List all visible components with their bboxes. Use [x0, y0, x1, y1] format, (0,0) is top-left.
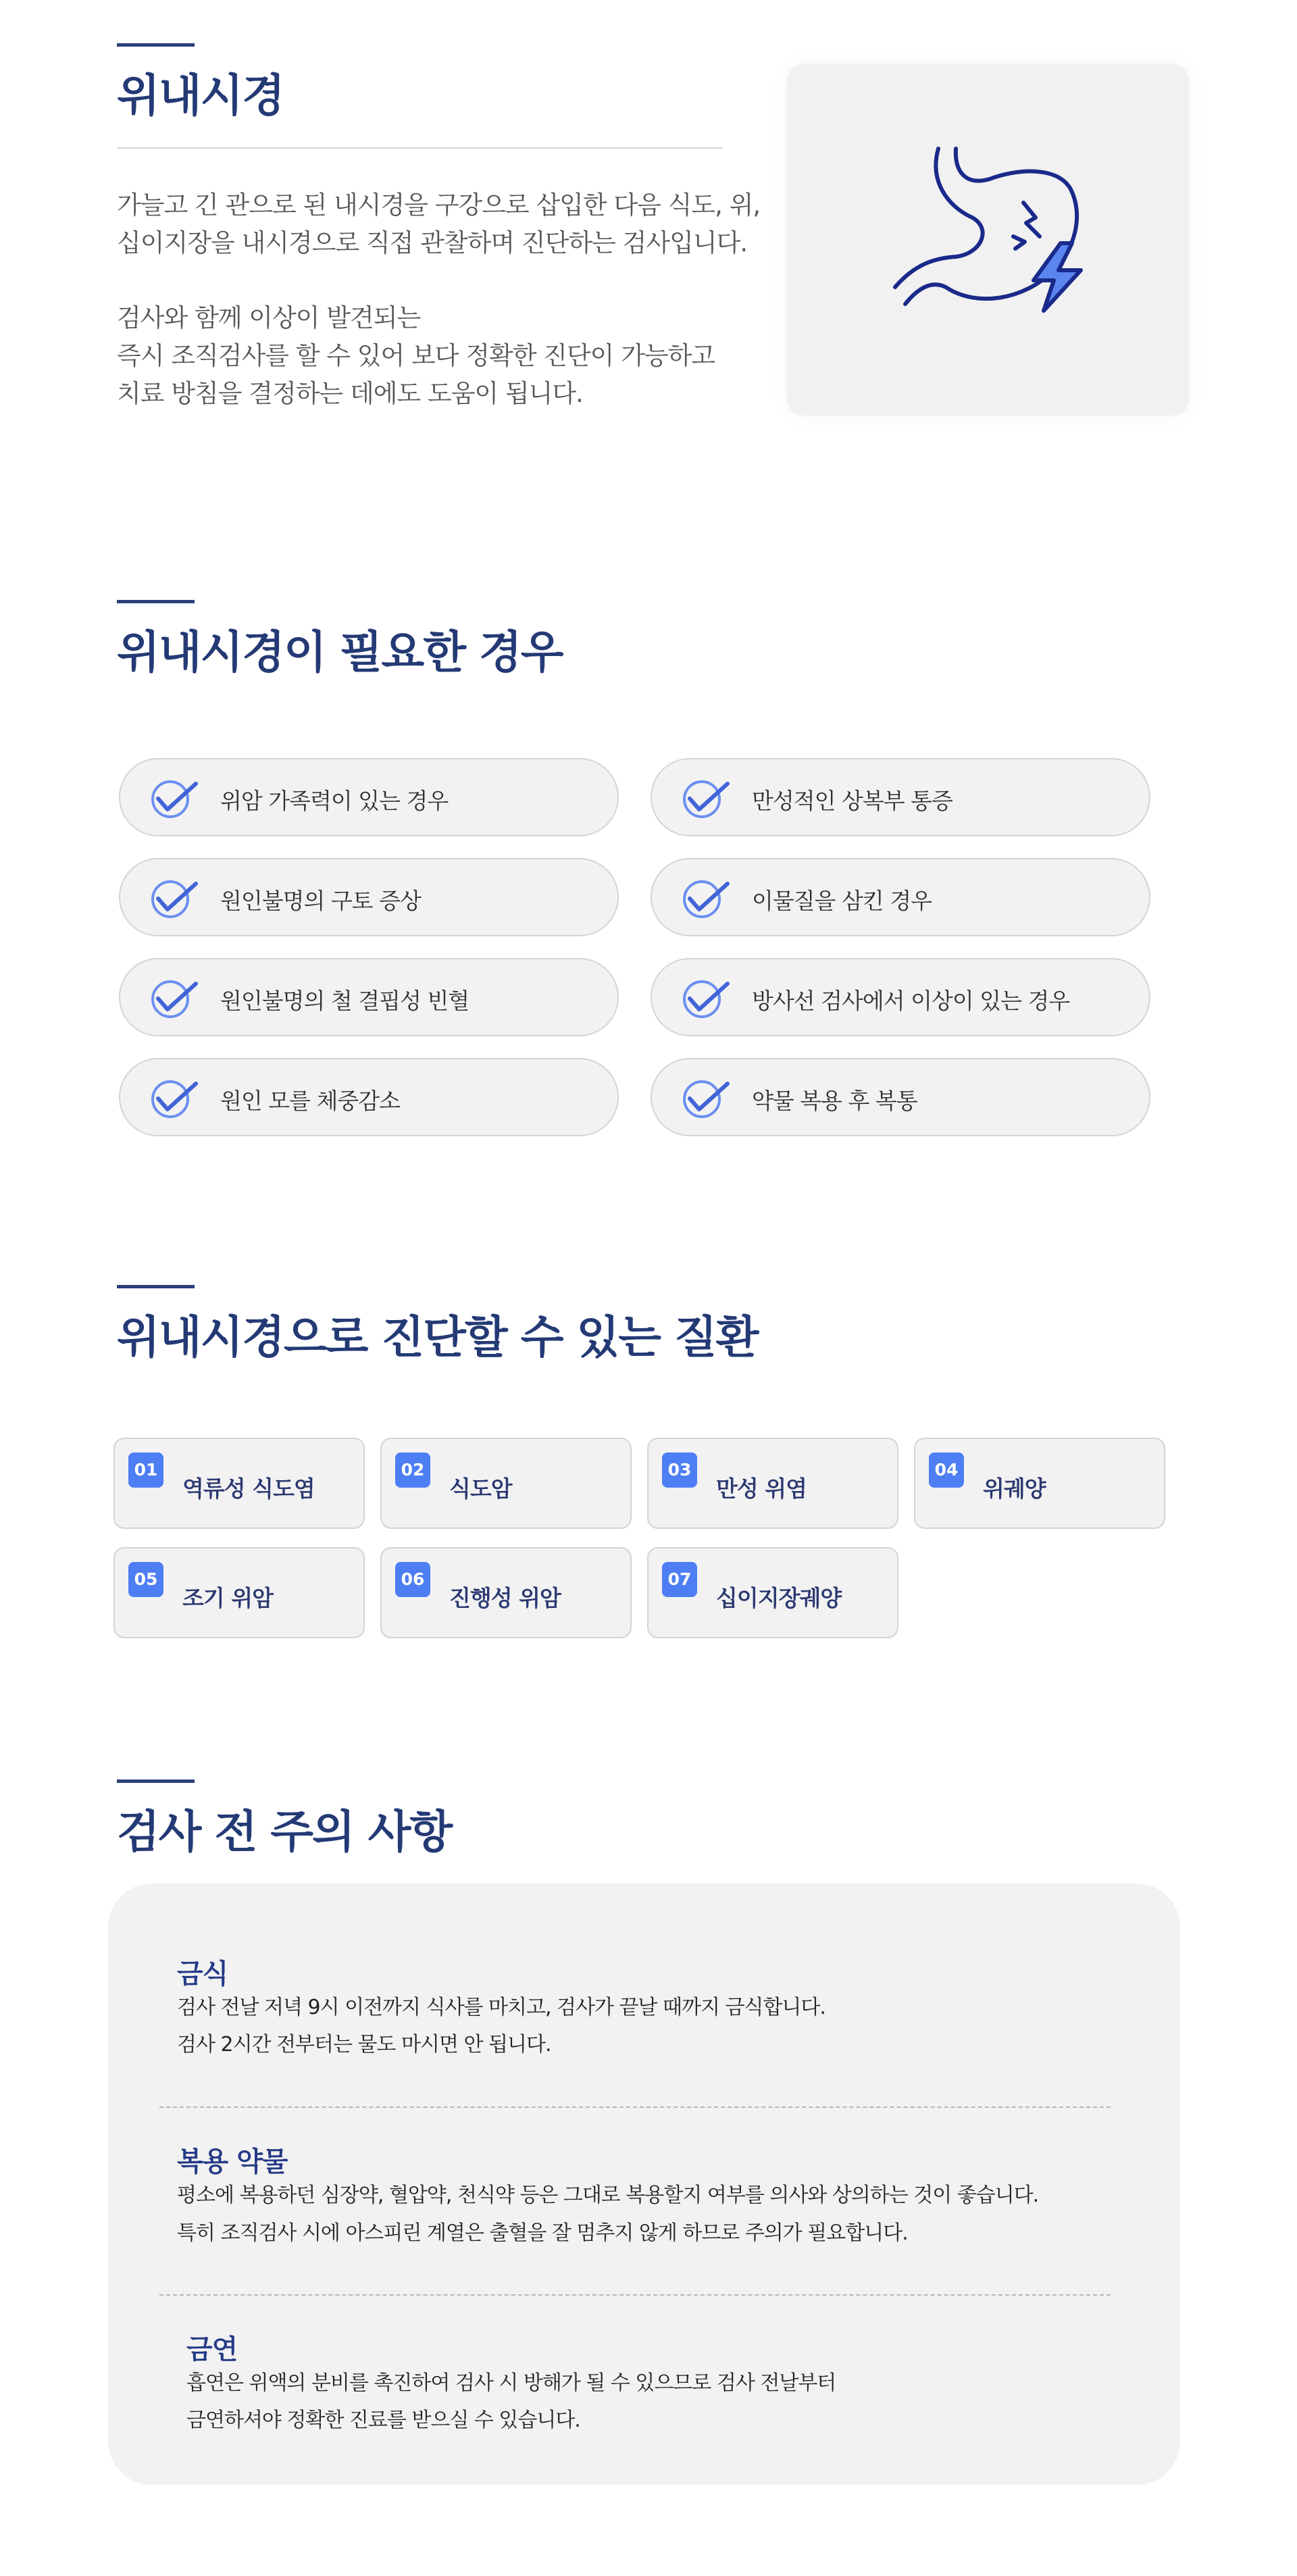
precaution-text: 금연하셔야 정확한 진료를 받으실 수 있습니다. [186, 2408, 580, 2432]
disease-item-label: 식도암 [449, 1475, 512, 1502]
precaution-title-smoking: 금연 [186, 2334, 238, 2365]
disease-item-label: 십이지장궤양 [716, 1585, 842, 1611]
disease-item [647, 1438, 898, 1529]
disease-number-badge: 07 [662, 1562, 697, 1597]
check-circle-icon [679, 878, 733, 923]
disease-item [380, 1547, 632, 1638]
need-item [119, 1058, 619, 1136]
intro-line: 십이지장을 내시경으로 직접 관찰하며 진단하는 검사입니다. [117, 228, 748, 257]
precaution-title-fasting: 금식 [177, 1959, 228, 1990]
precaution-text: 평소에 복용하던 심장약, 혈압약, 천식약 등은 그대로 복용할지 여부를 의사와 상의하는 것이 좋습니다. [177, 2183, 1039, 2207]
need-item [119, 858, 619, 936]
check-circle-icon [147, 778, 201, 823]
disease-item-label: 만성 위염 [716, 1475, 807, 1502]
disease-number-badge: 06 [395, 1562, 430, 1597]
section-accent-line [117, 43, 195, 47]
disease-number-badge: 05 [128, 1562, 163, 1597]
check-circle-icon [147, 978, 201, 1023]
disease-number-badge: 03 [662, 1453, 697, 1488]
disease-item [647, 1547, 898, 1638]
precaution-text: 검사 2시간 전부터는 물도 마시면 안 됩니다. [177, 2033, 551, 2056]
precaution-text: 흡연은 위액의 분비를 촉진하여 검사 시 방해가 될 수 있으므로 검사 전날부터 [186, 2371, 836, 2395]
section-accent-line [117, 1779, 195, 1783]
disease-item [380, 1438, 632, 1529]
intro-line: 가늘고 긴 관으로 된 내시경을 구강으로 삽입한 다음 식도, 위, [117, 191, 761, 220]
check-circle-icon [147, 1078, 201, 1123]
need-item [119, 758, 619, 836]
precaution-text: 검사 전날 저녁 9시 이전까지 식사를 마치고, 검사가 끝날 때까지 금식합니다. [177, 1996, 825, 2019]
disease-number-badge: 02 [395, 1453, 430, 1488]
disease-item [113, 1547, 365, 1638]
check-circle-icon [679, 1078, 733, 1123]
disease-item-label: 조기 위암 [182, 1585, 274, 1611]
need-item-label: 원인불명의 철 결핍성 빈혈 [220, 988, 469, 1014]
precautions-section-title: 검사 전 주의 사항 [117, 1806, 452, 1858]
stomach-pain-icon [882, 142, 1098, 345]
disease-number-badge: 01 [128, 1453, 163, 1488]
need-item-label: 원인불명의 구토 증상 [220, 888, 421, 914]
need-item [651, 958, 1150, 1036]
need-item [119, 958, 619, 1036]
need-item-label: 원인 모를 체중감소 [220, 1088, 401, 1114]
dashed-divider [159, 2106, 1111, 2108]
page-title: 위내시경 [117, 70, 284, 122]
need-item-label: 만성적인 상복부 통증 [752, 788, 952, 814]
disease-item-label: 진행성 위암 [449, 1585, 561, 1611]
need-item-label: 위암 가족력이 있는 경우 [220, 788, 449, 814]
precaution-text: 특히 조직검사 시에 아스피린 계열은 출혈을 잘 멈추지 않게 하므로 주의가 필요합니다. [177, 2221, 908, 2245]
section-accent-line [117, 1285, 195, 1288]
check-circle-icon [679, 978, 733, 1023]
disease-item-label: 역류성 식도염 [182, 1475, 315, 1502]
need-item [651, 1058, 1150, 1136]
precaution-title-medication: 복용 약물 [177, 2146, 288, 2177]
needs-section-title: 위내시경이 필요한 경우 [117, 626, 563, 678]
disease-item-label: 위궤양 [983, 1475, 1046, 1502]
disease-item [113, 1438, 365, 1529]
check-circle-icon [147, 878, 201, 923]
intro-paragraph-1 [117, 186, 760, 262]
disease-number-badge: 04 [929, 1453, 964, 1488]
need-item-label: 방사선 검사에서 이상이 있는 경우 [752, 988, 1070, 1014]
need-item-label: 이물질을 삼킨 경우 [752, 888, 932, 914]
section-accent-line [117, 600, 195, 603]
check-circle-icon [679, 778, 733, 823]
stomach-illustration [787, 64, 1189, 415]
need-item [651, 858, 1150, 936]
title-divider [117, 147, 723, 149]
need-item-label: 약물 복용 후 복통 [752, 1088, 917, 1114]
intro-line: 치료 방침을 결정하는 데에도 도움이 됩니다. [117, 379, 583, 408]
intro-paragraph-2 [117, 299, 715, 413]
intro-line: 즉시 조직검사를 할 수 있어 보다 정확한 진단이 가능하고 [117, 341, 715, 370]
dashed-divider [159, 2294, 1111, 2296]
disease-item [914, 1438, 1165, 1529]
intro-line: 검사와 함께 이상이 발견되는 [117, 303, 421, 332]
need-item [651, 758, 1150, 836]
diseases-section-title: 위내시경으로 진단할 수 있는 질환 [117, 1311, 758, 1363]
